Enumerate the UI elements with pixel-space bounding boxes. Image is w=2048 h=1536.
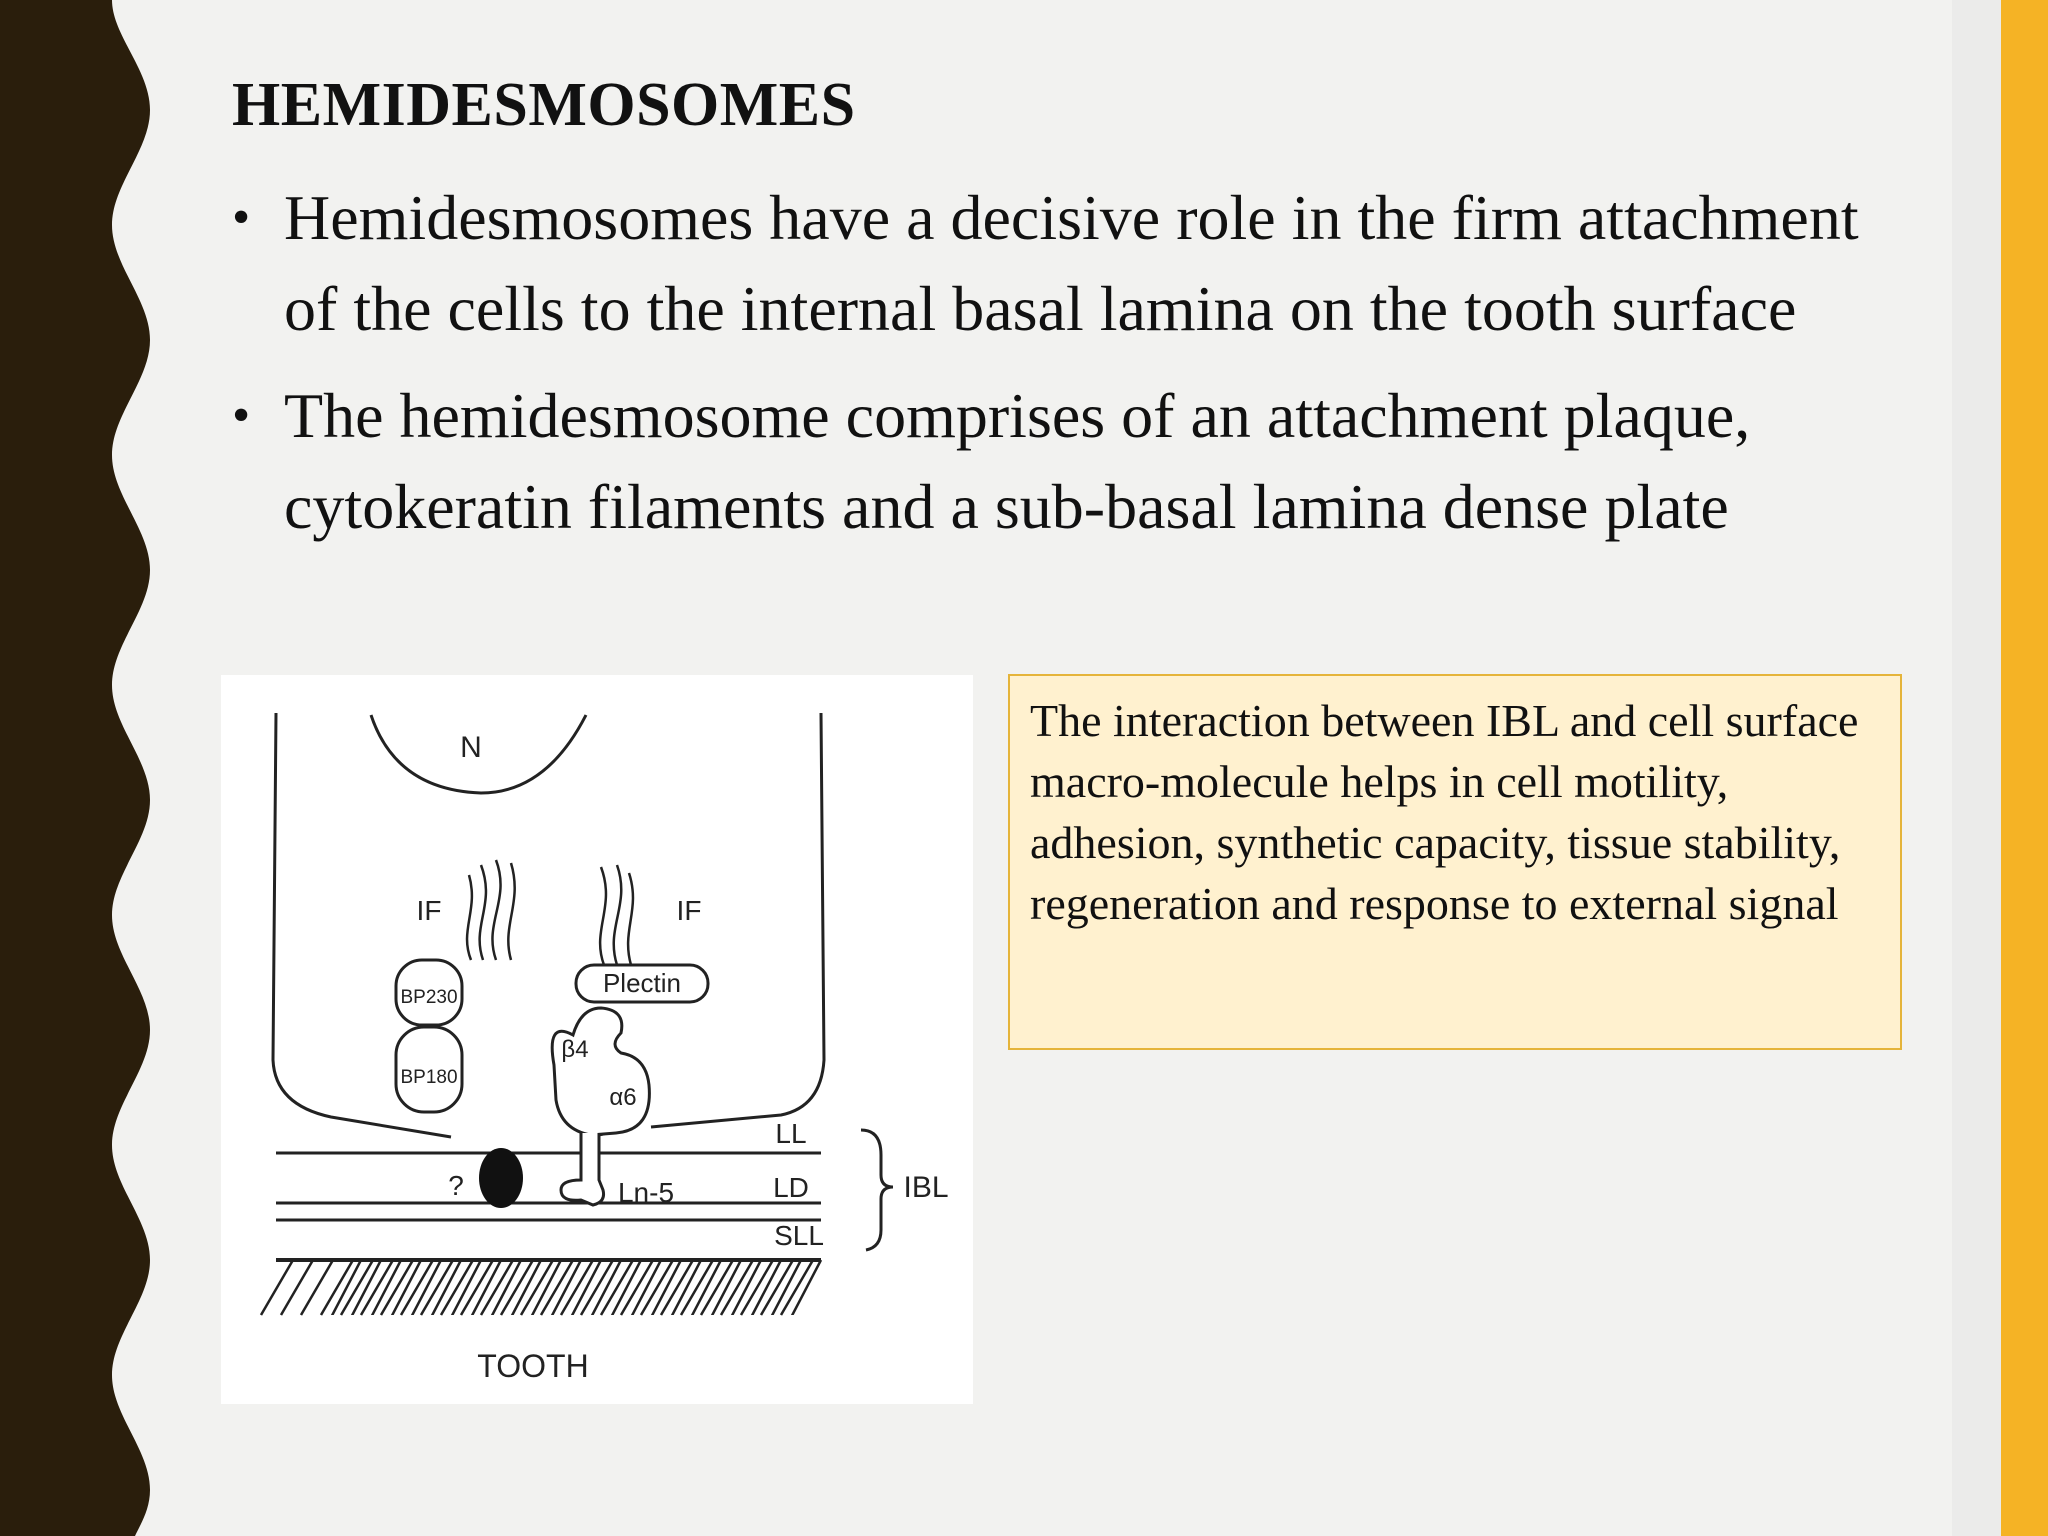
hemidesmosome-diagram bbox=[221, 675, 973, 1404]
tooth-label: TOOTH bbox=[477, 1348, 589, 1384]
ibl-label: IBL bbox=[903, 1171, 949, 1204]
if-right-label: IF bbox=[676, 895, 702, 926]
bullet-text: The hemidesmosome comprises of an attachment plaque, cytokeratin filaments and a sub-basal lamina dense plate bbox=[284, 380, 1751, 542]
bullet-item bbox=[228, 172, 1908, 354]
bullet-text: Hemidesmosomes have a decisive role in the firm attachment of the cells to the internal basal lamina on the tooth surface bbox=[284, 182, 1859, 344]
laminin-label: Ln-5 bbox=[617, 1177, 675, 1208]
beta4-label: β4 bbox=[561, 1036, 589, 1063]
bp180-label: BP180 bbox=[400, 1067, 458, 1088]
ll-label: LL bbox=[775, 1118, 807, 1149]
plectin-label: Plectin bbox=[602, 968, 682, 998]
bp230-label: BP230 bbox=[400, 987, 458, 1008]
bullet-marker: • bbox=[232, 387, 251, 444]
if-left-label: IF bbox=[416, 895, 442, 926]
integrin-shape bbox=[552, 1008, 649, 1135]
if-filament-left bbox=[467, 860, 515, 960]
unknown-label: ? bbox=[448, 1170, 464, 1201]
alpha6-label: α6 bbox=[609, 1084, 637, 1111]
if-filament-right bbox=[600, 865, 633, 965]
ibl-brace bbox=[861, 1130, 893, 1250]
sll-label: SLL bbox=[774, 1220, 824, 1251]
right-margin-strip bbox=[1952, 0, 2001, 1536]
diagram-canvas bbox=[221, 675, 973, 1404]
nucleus-label: N bbox=[460, 731, 482, 764]
ld-label: LD bbox=[773, 1172, 809, 1203]
laminin-stalk bbox=[561, 1133, 604, 1205]
bullet-list bbox=[228, 172, 1908, 568]
slide-title: HEMIDESMOSOMES bbox=[232, 71, 856, 139]
bullet-marker: • bbox=[232, 189, 251, 246]
wavy-left-border bbox=[0, 0, 170, 1536]
note-box: The interaction between IBL and cell surface macro-molecule helps in cell motility, adhesion, synthetic capacity, tissue stability, regeneration and response to external signal bbox=[1008, 674, 1902, 1050]
bullet-item bbox=[228, 370, 1908, 552]
accent-bar bbox=[2001, 0, 2048, 1536]
cell-membrane bbox=[273, 713, 824, 1137]
anchor-oval bbox=[479, 1148, 523, 1208]
